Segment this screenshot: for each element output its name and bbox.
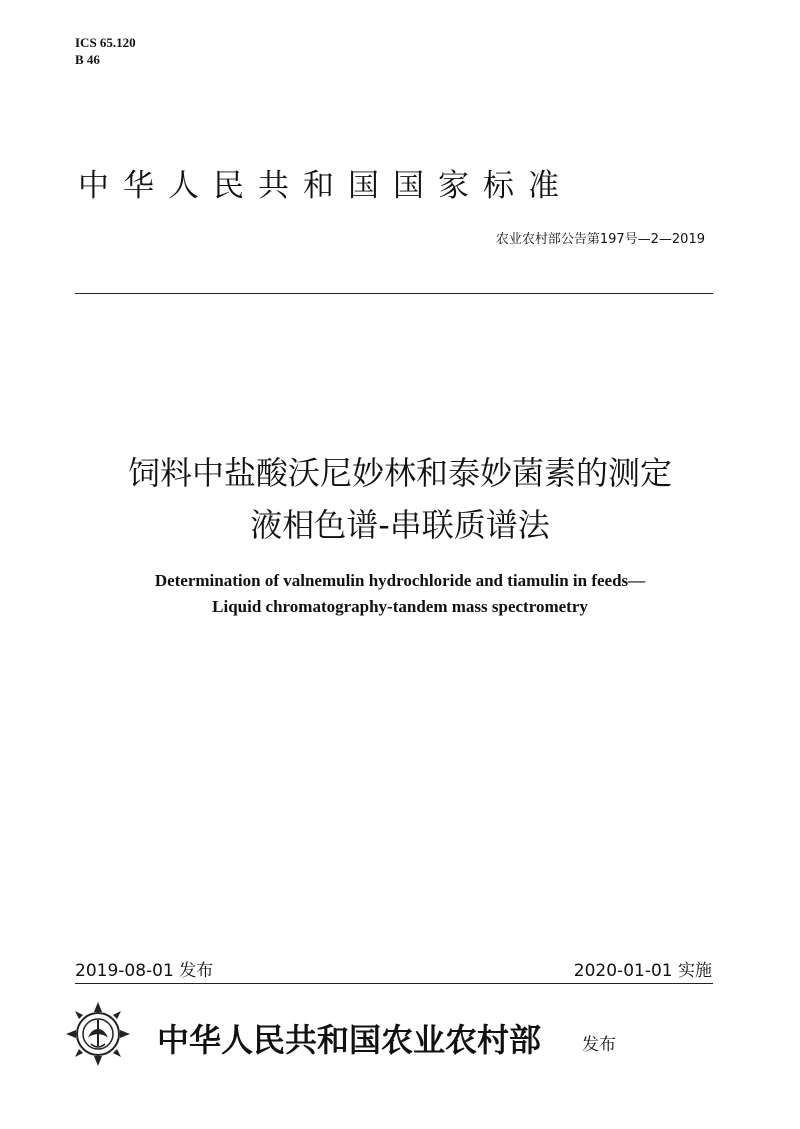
- document-number: 农业农村部公告第197号—2—2019: [495, 232, 705, 247]
- bottom-divider: [75, 983, 713, 984]
- classification-codes: [75, 34, 136, 68]
- publication-date: 2019-08-01 发布: [75, 961, 214, 981]
- issue-label: 发布: [582, 1035, 616, 1055]
- english-title-line-1: Determination of valnemulin hydrochloride and tiamulin in feeds—: [154, 571, 646, 590]
- english-title-line-2: Liquid chromatography-tandem mass spectrometry: [212, 597, 588, 616]
- category-code: B 46: [75, 52, 100, 67]
- chinese-title-line-2: 液相色谱-串联质谱法: [250, 506, 550, 544]
- issuing-authority: 中华人民共和国农业农村部: [157, 1021, 542, 1059]
- top-divider: [75, 293, 713, 294]
- national-standard-heading: 中华人民共和国国家标准: [78, 168, 573, 204]
- implementation-date: 2020-01-01 实施: [573, 961, 712, 981]
- chinese-title-line-1: 饲料中盐酸沃尼妙林和泰妙菌素的测定: [127, 454, 672, 492]
- ics-code: ICS 65.120: [75, 35, 136, 50]
- ministry-emblem-icon: [64, 1000, 132, 1068]
